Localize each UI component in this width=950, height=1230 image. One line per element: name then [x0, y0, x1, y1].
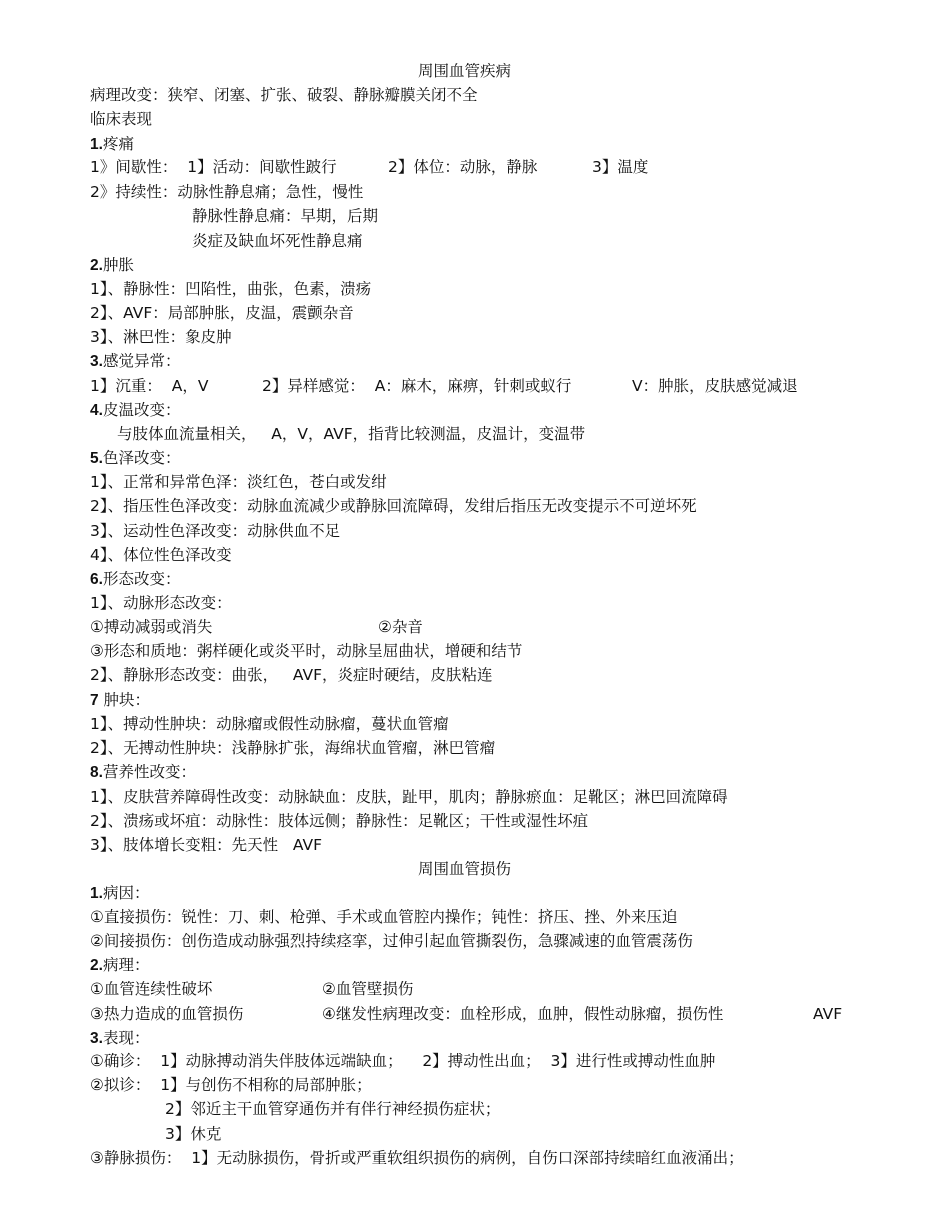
section-number: 2. [90, 957, 103, 974]
shape-2: 2】、静脉形态改变：曲张， AVF，炎症时硬结，皮肤粘连 [90, 666, 493, 684]
pathology-2-b: ④继发性病理改变：血栓形成，血肿，假性动脉瘤，损伤性 [322, 1005, 724, 1023]
section-heading-temperature [90, 400, 180, 421]
section-title: 病理： [102, 956, 150, 974]
pathology-1-a: ①血管连续性破坏 [90, 980, 213, 998]
signs-2-b: 2】邻近主干血管穿通伤并有伴行神经损伤症状； [165, 1100, 501, 1118]
section-number: 1. [90, 885, 103, 902]
pain-2-c: 炎症及缺血坏死性静息痛 [192, 232, 363, 250]
section-heading-swelling [90, 255, 134, 276]
shape-1-a: ①搏动减弱或消失 [90, 618, 213, 636]
color-4: 4】、体位性色泽改变 [90, 546, 232, 564]
sensation-1-c: V：肿胀，皮肤感觉减退 [632, 377, 798, 395]
section-title-injury: 周围血管损伤 [418, 860, 512, 878]
shape-1: 1】、动脉形态改变： [90, 594, 232, 612]
signs-2-c: 3】休克 [165, 1125, 222, 1143]
swelling-1: 1】、静脉性：凹陷性，曲张，色素，溃疡 [90, 280, 372, 298]
signs-2-a: ②拟诊： 1】与创伤不相称的局部肿胀； [90, 1076, 372, 1094]
section-heading-pathology [90, 955, 149, 976]
pathology-1-b: ②血管壁损伤 [322, 980, 414, 998]
signs-1: ①确诊： 1】动脉搏动消失伴肢体远端缺血； 2】搏动性出血； 3】进行性或搏动性血肿 [90, 1052, 716, 1070]
section-heading-nutrition [90, 762, 196, 783]
color-1: 1】、正常和异常色泽：淡红色，苍白或发绀 [90, 473, 387, 491]
color-3: 3】、运动性色泽改变：动脉供血不足 [90, 522, 341, 540]
section-title: 表现： [102, 1029, 150, 1047]
section-heading-mass [90, 690, 150, 711]
swelling-3: 3】、淋巴性：象皮肿 [90, 328, 232, 346]
section-title: 皮温改变： [102, 401, 181, 419]
section-number: 4. [90, 402, 103, 419]
shape-1-c: ③形态和质地：粥样硬化或炎平时，动脉呈屈曲状，增硬和结节 [90, 642, 523, 660]
cause-2: ②间接损伤：创伤造成动脉强烈持续痉挛，过伸引起血管撕裂伤，急骤减速的血管震荡伤 [90, 932, 693, 950]
pathology-2-c: AVF [813, 1005, 843, 1023]
pain-1-a: 1》间歇性： 1】活动：间歇性跛行 [90, 158, 337, 176]
section-heading-cause [90, 883, 149, 904]
section-number: 1. [90, 136, 103, 153]
mass-1: 1】、搏动性肿块：动脉瘤或假性动脉瘤，蔓状血管瘤 [90, 715, 449, 733]
pain-1-b: 2】体位：动脉，静脉 [388, 158, 538, 176]
section-number: 7 [90, 692, 99, 709]
signs-3: ③静脉损伤： 1】无动脉损伤，骨折或严重软组织损伤的病例，自伤口深部持续暗红血液涌出； [90, 1149, 744, 1167]
nutrition-1: 1】、皮肤营养障碍性改变：动脉缺血：皮肤，趾甲，肌肉；静脉瘀血：足靴区；淋巴回流障碍 [90, 788, 728, 806]
section-number: 5. [90, 450, 103, 467]
section-number: 8. [90, 764, 103, 781]
nutrition-2: 2】、溃疡或坏疽：动脉性：肢体远侧；静脉性：足靴区；干性或湿性坏疽 [90, 812, 589, 830]
section-heading-shape [90, 569, 180, 590]
pain-2-a: 2》持续性：动脉性静息痛；急性，慢性 [90, 183, 364, 201]
temperature-1: 与肢体血流量相关， A，V，AVF，指背比较测温，皮温计，变温带 [117, 425, 586, 443]
nutrition-3: 3】、肢体增长变粗：先天性 AVF [90, 836, 323, 854]
pathology-2-a: ③热力造成的血管损伤 [90, 1005, 244, 1023]
section-number: 6. [90, 571, 103, 588]
pain-2-b: 静脉性静息痛：早期，后期 [192, 207, 379, 225]
section-title: 营养性改变： [102, 763, 196, 781]
swelling-2: 2】、AVF：局部肿胀，皮温，震颤杂音 [90, 304, 354, 322]
section-number: 3. [90, 353, 103, 370]
section-heading-color [90, 448, 180, 469]
clinical-heading: 临床表现 [90, 110, 153, 128]
section-number: 3. [90, 1030, 103, 1047]
section-title: 疼痛 [102, 135, 134, 153]
section-title: 色泽改变： [102, 449, 181, 467]
section-heading-sensation [90, 351, 180, 372]
section-title: 肿胀 [102, 256, 134, 274]
section-title: 肿块： [98, 691, 151, 709]
shape-1-b: ②杂音 [378, 618, 423, 636]
color-2: 2】、指压性色泽改变：动脉血流减少或静脉回流障碍，发绀后指压无改变提示不可逆坏死 [90, 497, 697, 515]
sensation-1-b: 2】异样感觉： A：麻木，麻痹，针刺或蚁行 [262, 377, 572, 395]
sensation-1-a: 1】沉重： A，V [90, 377, 209, 395]
mass-2: 2】、无搏动性肿块：浅静脉扩张，海绵状血管瘤，淋巴管瘤 [90, 739, 496, 757]
section-title: 病因： [102, 884, 150, 902]
section-number: 2. [90, 257, 103, 274]
page-title: 周围血管疾病 [418, 62, 512, 80]
pathology-line: 病理改变：狭窄、闭塞、扩张、破裂、静脉瓣膜关闭不全 [90, 86, 478, 104]
section-heading-pain [90, 134, 134, 155]
section-title: 形态改变： [102, 570, 181, 588]
section-title: 感觉异常： [102, 352, 181, 370]
pain-1-c: 3】温度 [592, 158, 649, 176]
cause-1: ①直接损伤：锐性：刀、刺、枪弹、手术或血管腔内操作；钝性：挤压、挫、外来压迫 [90, 908, 678, 926]
section-heading-signs [90, 1028, 149, 1049]
